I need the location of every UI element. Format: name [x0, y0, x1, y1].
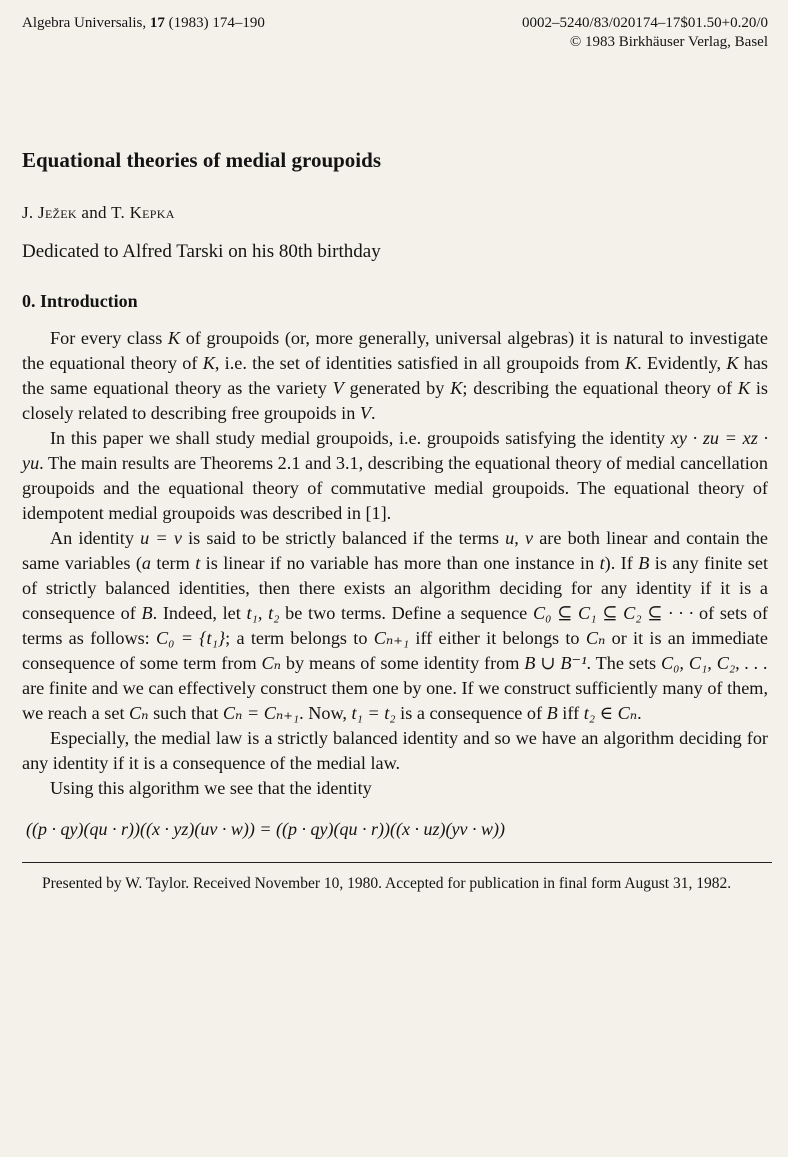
author-2-name: Kepka: [129, 203, 175, 222]
dedication: Dedicated to Alfred Tarski on his 80th birthday: [22, 241, 381, 262]
footnote-divider: [22, 862, 772, 863]
paragraph-4: Especially, the medial law is a strictly balanced identity and so we have an algorithm deciding for any identity if it is a consequence of the medial law.: [22, 728, 768, 773]
author-1-initial: J.: [22, 203, 39, 222]
copyright-line: © 1983 Birkhäuser Verlag, Basel: [569, 34, 768, 50]
section-number: 0.: [22, 291, 36, 311]
publisher-info: [522, 14, 768, 52]
section-title: Introduction: [40, 291, 138, 311]
author-1-name: Ježek: [38, 203, 77, 222]
journal-volume: 17: [149, 15, 165, 31]
medial-identity: xy · zu = xz · yu: [22, 428, 768, 473]
journal-citation: [22, 14, 265, 52]
display-formula: [22, 819, 768, 840]
footnote: Presented by W. Taylor. Received November 10, 1980. Accepted for publication in final form August 31, 1982.: [42, 875, 732, 892]
author-line: [22, 203, 768, 223]
paper-title: Equational theories of medial groupoids: [22, 148, 381, 172]
paragraph-5: Using this algorithm we see that the identity: [50, 778, 372, 798]
section-heading: [22, 291, 768, 312]
author-2-initial: T.: [111, 203, 130, 222]
article-code: 0002–5240/83/020174–17$01.50+0.20/0: [522, 15, 768, 31]
page-header: [22, 14, 768, 52]
journal-name: Algebra Universalis,: [22, 15, 150, 31]
author-separator: and: [76, 203, 112, 222]
paragraph-1: For every class K of groupoids (or, more generally, universal algebras) it is natural to investigate the equational theory of K, i.e. the set of identities satisfied in all groupoids from K. Evidently, K has the same equational theory as the variety V generated by K; describing the equational theory of K is closely related to describing free groupoids in V.: [22, 328, 768, 423]
body-text: [22, 326, 768, 801]
paragraph-2: In this paper we shall study medial groupoids, i.e. groupoids satisfying the identity xy · zu = xz · yu. The main results are Theorems 2.1 and 3.1, describing the equational theory of medial cancellation groupoids and the equational theory of commutative medial groupoids. The equational theory of idempotent medial groupoids was described in [1].: [22, 428, 768, 523]
journal-year-pages: (1983) 174–190: [164, 15, 265, 31]
formula-text: ((p · qy)(qu · r))((x · yz)(uv · w)) = ((p · qy)(qu · r))((x · uz)(yv · w)): [26, 819, 505, 839]
paragraph-3: An identity u = v is said to be strictly balanced if the terms u, v are both linear and contain the same variables (a term t is linear if no variable has more than one instance in t). If B is any finite set of strictly balanced identities, then there exists an algorithm deciding for any identity if it is a consequence of B. Indeed, let t₁, t₂ be two terms. Define a sequence C₀ ⊆ C₁ ⊆ C₂ ⊆ · · · of sets of terms as follows: C₀ = {t₁}; a term belongs to Cₙ₊₁ iff either it belongs to Cₙ or it is an immediate consequence of some term from Cₙ by means of some identity from B ∪ B⁻¹. The sets C₀, C₁, C₂, . . . are finite and we can effectively construct them one by one. If we construct sufficiently many of them, we reach a set Cₙ such that Cₙ = Cₙ₊₁. Now, t₁ = t₂ is a consequence of B iff t₂ ∈ Cₙ.: [22, 528, 768, 723]
